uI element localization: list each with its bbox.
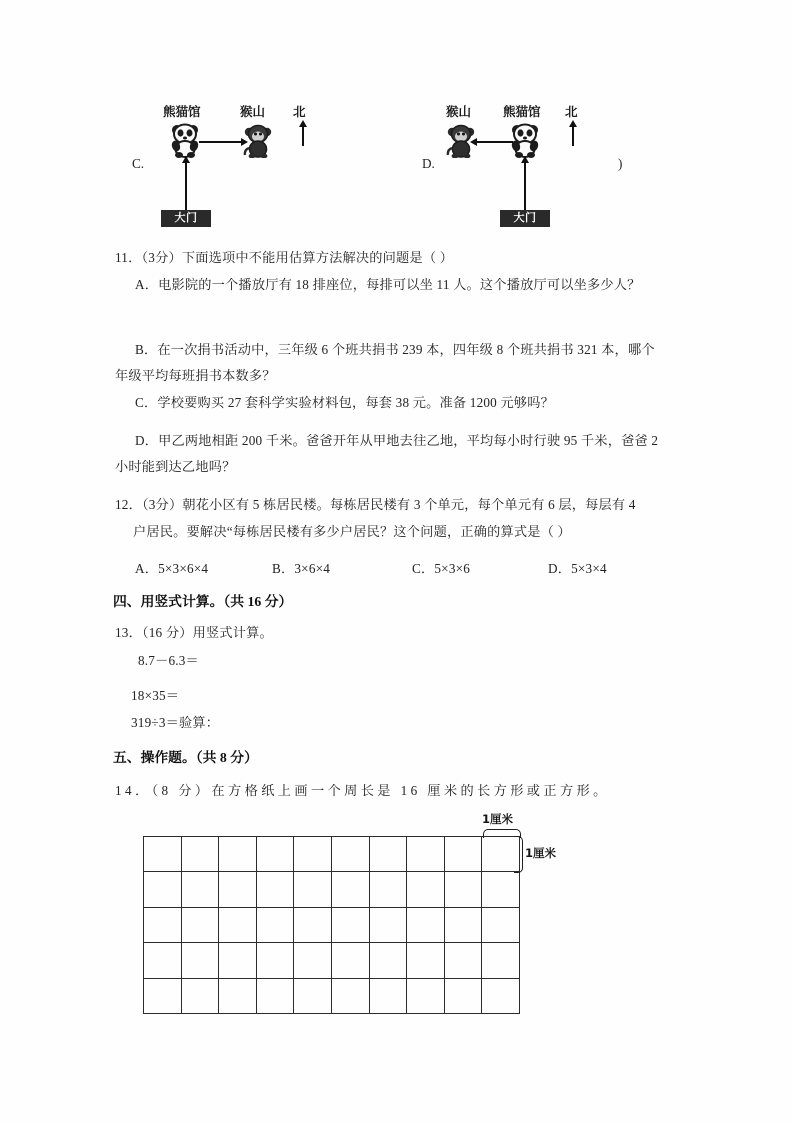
grid-cell [332, 908, 370, 943]
grid-cell [370, 908, 408, 943]
north-arrow-shaft-d [572, 126, 574, 146]
grid-cell [294, 943, 332, 978]
grid-table [143, 836, 520, 1014]
grid-row [144, 872, 520, 907]
cm-label-right: 1厘米 [525, 846, 557, 860]
grid-cell [482, 979, 520, 1014]
arrow-gate-to-panda-head-d [521, 156, 529, 163]
question-12-choice-d: D．5×3×4 [548, 561, 607, 576]
arrow-gate-to-panda-shaft-d [524, 162, 526, 210]
question-11-stem: 11．（3分）下面选项中不能用估算方法解决的问题是（ ） [115, 250, 454, 265]
grid-cell [257, 837, 295, 872]
option-c-north-label: 北 [293, 104, 306, 119]
question-12-choice-a: A．5×3×6×4 [135, 561, 209, 576]
grid-cell [144, 872, 182, 907]
grid-cell [332, 837, 370, 872]
grid-cell [182, 908, 220, 943]
grid-cell [144, 908, 182, 943]
question-11-option-b: B．在一次捐书活动中，三年级 6 个班共捐书 239 本，四年级 8 个班共捐书 321 本，哪个 [135, 342, 655, 357]
question-12-choice-c: C．5×3×6 [412, 561, 471, 576]
grid-cell [482, 908, 520, 943]
grid-paper [143, 812, 557, 1019]
grid-row [144, 908, 520, 943]
question-13-item-3: 319÷3＝验算： [131, 715, 220, 730]
question-11-option-a: A．电影院的一个播放厅有 18 排座位，每排可以坐 11 人。这个播放厅可以坐多少人？ [135, 277, 641, 292]
option-c-diagram [130, 100, 330, 240]
grid-cell [294, 908, 332, 943]
grid-cell [144, 979, 182, 1014]
panda-icon [168, 122, 202, 158]
grid-cell [445, 837, 483, 872]
grid-cell [219, 908, 257, 943]
arrow-panda-to-monkey-head [241, 138, 248, 146]
grid-cell [332, 979, 370, 1014]
panda-icon [508, 122, 542, 158]
question-12-stem-line2: 户居民。要解决“每栋居民楼有多少户居民？这个问题，正确的算式是（ ） [133, 524, 571, 539]
grid-cell [445, 908, 483, 943]
arrow-panda-to-monkey-head [470, 138, 477, 146]
grid-cell [407, 837, 445, 872]
grid-cell [257, 872, 295, 907]
grid-cell [219, 837, 257, 872]
question-14-stem: 14．（8 分）在方格纸上画一个周长是 16 厘米的长方形或正方形。 [115, 783, 610, 798]
grid-cell [407, 979, 445, 1014]
north-arrow-head-c [299, 120, 307, 127]
grid-cell [219, 943, 257, 978]
grid-cell [294, 979, 332, 1014]
grid-cell [332, 943, 370, 978]
grid-cell [407, 908, 445, 943]
arrow-gate-to-panda-shaft-c [185, 162, 187, 210]
option-c-monkey-label: 猴山 [240, 104, 266, 119]
grid-cell [219, 979, 257, 1014]
question-11-option-d-cont: 小时能到达乙地吗？ [115, 459, 236, 474]
north-arrow-head-d [569, 120, 577, 127]
option-d-trailing-paren: ) [618, 156, 623, 171]
section-4-heading: 四、用竖式计算。（共 16 分） [113, 594, 293, 609]
question-13-item-2: 18×35＝ [131, 688, 180, 703]
grid-cell [219, 872, 257, 907]
grid-cell [257, 943, 295, 978]
grid-cell [144, 837, 182, 872]
cm-label-top: 1厘米 [482, 812, 514, 826]
grid-row [144, 943, 520, 978]
grid-cell [445, 979, 483, 1014]
grid-cell [370, 979, 408, 1014]
grid-cell [370, 943, 408, 978]
grid-cell [445, 943, 483, 978]
option-d-monkey-label: 猴山 [446, 104, 472, 119]
north-arrow-shaft-c [302, 126, 304, 146]
grid-row [144, 837, 520, 872]
question-11-option-b-cont: 年级平均每班捐书本数多？ [115, 368, 276, 383]
question-13-stem: 13．（16 分）用竖式计算。 [115, 625, 273, 640]
question-13-item-1: 8.7－6.3＝ [138, 653, 199, 668]
grid-cell [294, 872, 332, 907]
grid-cell [482, 943, 520, 978]
option-d-gate: 大门 [500, 210, 550, 227]
grid-cell [407, 872, 445, 907]
option-d-north-label: 北 [565, 104, 578, 119]
grid-cell [182, 837, 220, 872]
question-12-choice-b: B．3×6×4 [272, 561, 331, 576]
arrow-gate-to-panda-head-c [182, 156, 190, 163]
grid-cell [182, 872, 220, 907]
option-c-letter: C. [132, 156, 145, 171]
question-12-stem-line1: 12．（3分）朝花小区有 5 栋居民楼。每栋居民楼有 3 个单元，每个单元有 6 层，每层有 4 [115, 497, 636, 512]
grid-cell [445, 872, 483, 907]
arrow-panda-to-monkey-shaft [477, 141, 513, 143]
section-5-heading: 五、操作题。（共 8 分） [113, 750, 258, 765]
grid-cell [182, 979, 220, 1014]
grid-cell [257, 908, 295, 943]
option-c-gate: 大门 [161, 210, 211, 227]
cm-brace-right [514, 836, 523, 873]
grid-row [144, 979, 520, 1014]
grid-cell [482, 872, 520, 907]
arrow-panda-to-monkey-shaft [199, 141, 243, 143]
grid-cell [407, 943, 445, 978]
grid-cell [294, 837, 332, 872]
grid-cell [370, 837, 408, 872]
option-d-diagram [420, 100, 660, 240]
question-11-option-c: C．学校要购买 27 套科学实验材料包，每套 38 元。准备 1200 元够吗？ [135, 395, 555, 410]
option-c-panda-label: 熊猫馆 [163, 104, 201, 119]
grid-cell [370, 872, 408, 907]
option-d-letter: D. [422, 156, 435, 171]
grid-cell [182, 943, 220, 978]
question-11-option-d: D．甲乙两地相距 200 千米。爸爸开年从甲地去往乙地，平均每小时行驶 95 千米，爸爸 2 [135, 433, 659, 448]
grid-cell [332, 872, 370, 907]
grid-cell [144, 943, 182, 978]
option-d-panda-label: 熊猫馆 [503, 104, 541, 119]
grid-cell [257, 979, 295, 1014]
